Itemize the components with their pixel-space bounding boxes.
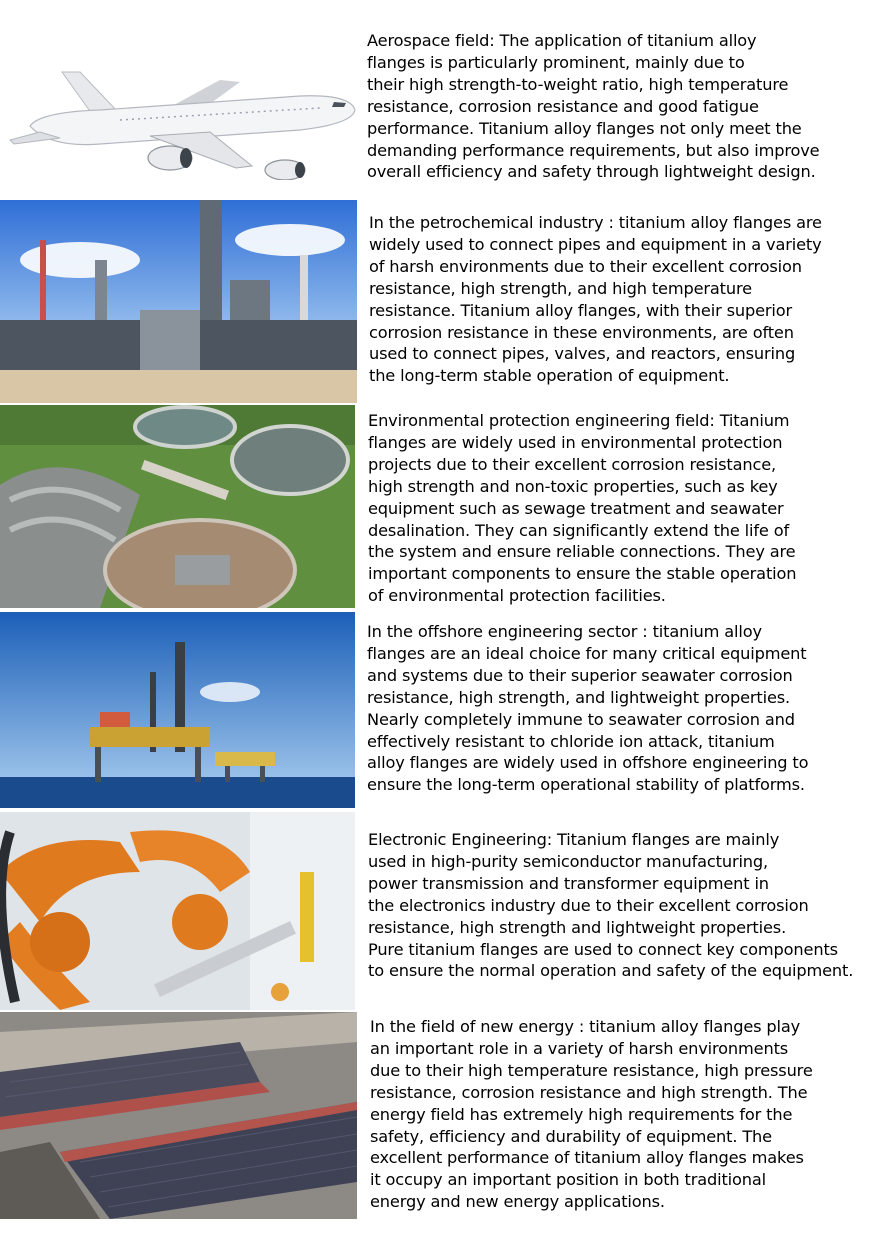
offshore-description: In the offshore engineering sector : titanium alloy flanges are an ideal choice for many critical equipment and systems due to their superior seawater corrosion resistance, high strength, and lightweight properties. Nearly completely immune to seawater corrosion and effectively resistant to chloride ion attack, titanium alloy flanges are widely used in offshore engineering to ensure the long-term operational stability of platforms.	[367, 622, 809, 795]
section-petrochemical	[0, 200, 874, 405]
section-offshore	[0, 612, 874, 810]
petrochemical-description: In the petrochemical industry : titanium alloy flanges are widely used to connect pipes and equipment in a variety of harsh environments due to their excellent corrosion resistance, high strength, and high temperature resistance. Titanium alloy flanges, with their superior corrosion resistance in these environments, are often used to connect pipes, valves, and reactors, ensuring the long-term stable operation of equipment.	[369, 213, 822, 386]
section-electronic	[0, 812, 874, 1010]
robot-arms-image	[0, 812, 355, 1010]
offshore-platform-image	[0, 612, 355, 808]
aerospace-description: Aerospace field: The application of titanium alloy flanges is particularly prominent, mainly due to their high strength-to-weight ratio, high temperature resistance, corrosion resistance and good fatigue performance. Titanium alloy flanges not only meet the demanding performance requirements, but also improve overall efficiency and safety through lightweight design.	[367, 31, 820, 182]
environmental-description: Environmental protection engineering field: Titanium flanges are widely used in environmental protection projects due to their excellent corrosion resistance, high strength and non-toxic properties, such as key equipment such as sewage treatment and seawater desalination. They can significantly extend the life of the system and ensure reliable connections. They are important components to ensure the stable operation of environmental protection facilities.	[368, 411, 797, 606]
sewage-plant-image	[0, 405, 355, 608]
airplane-image	[0, 40, 360, 180]
new-energy-description: In the field of new energy : titanium alloy flanges play an important role in a variety of harsh environments due to their high temperature resistance, high pressure resistance, corrosion resistance and high strength. The energy field has extremely high requirements for the safety, efficiency and durability of equipment. The excellent performance of titanium alloy flanges makes it occupy an important position in both traditional energy and new energy applications.	[370, 1017, 813, 1212]
electronic-description: Electronic Engineering: Titanium flanges are mainly used in high-purity semiconductor manufacturing, power transmission and transformer equipment in the electronics industry due to their excellent corrosion resistance, high strength and lightweight properties. Pure titanium flanges are used to connect key components to ensure the normal operation and safety of the equipment.	[368, 830, 854, 981]
section-new-energy	[0, 1012, 874, 1222]
section-aerospace	[0, 0, 874, 200]
section-environmental	[0, 405, 874, 608]
refinery-image	[0, 200, 357, 403]
solar-factory-image	[0, 1012, 357, 1219]
